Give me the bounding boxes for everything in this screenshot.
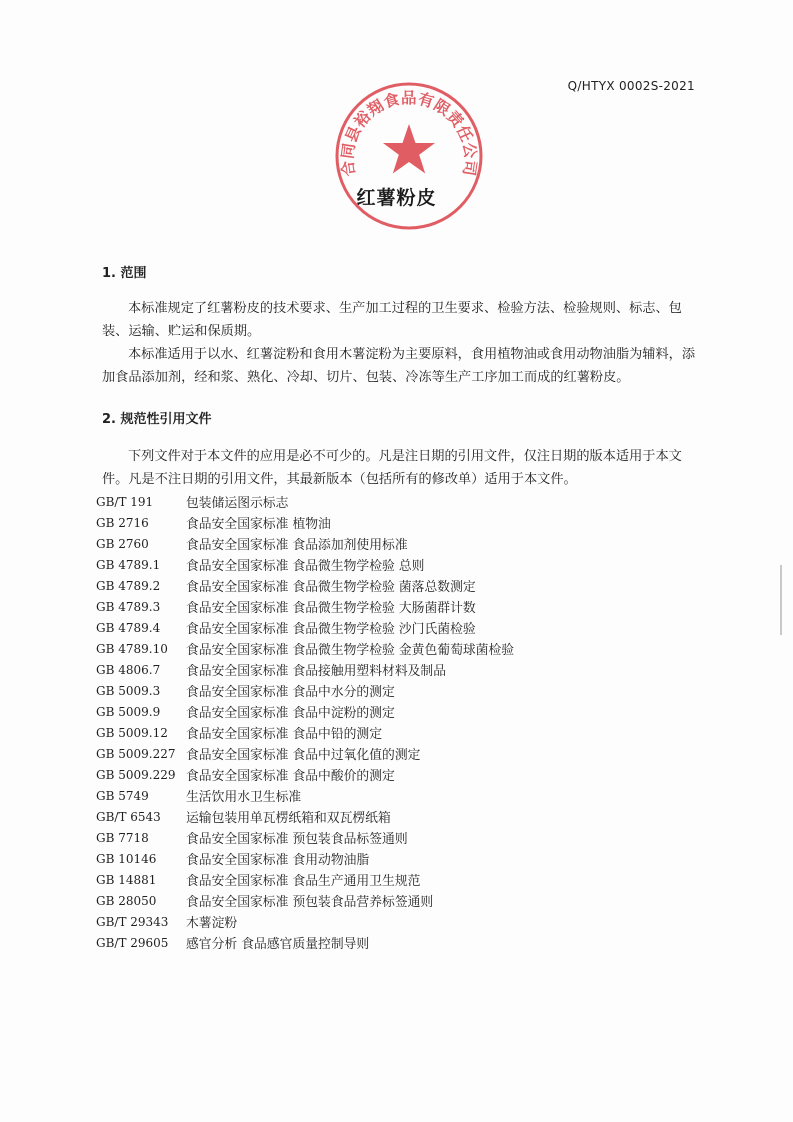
reference-name: 感官分析 食品感官质量控制导则: [186, 937, 370, 952]
reference-row: [96, 722, 514, 743]
reference-row: [96, 785, 514, 806]
reference-code: GB 4789.2: [96, 578, 161, 593]
reference-name: 食品安全国家标准 食品微生物学检验 菌落总数测定: [186, 580, 476, 595]
reference-list: [96, 491, 514, 953]
reference-code: GB/T 29605: [96, 935, 169, 950]
reference-row: [96, 743, 514, 764]
reference-name: 食品安全国家标准 食品生产通用卫生规范: [186, 874, 421, 889]
section-heading-scope: 1. 范围: [102, 266, 147, 281]
reference-name: 食品安全国家标准 食品接触用塑料材料及制品: [186, 664, 447, 679]
reference-code: GB 2760: [96, 536, 149, 551]
scan-edge-mark: [780, 565, 782, 635]
reference-code: GB 4806.7: [96, 662, 161, 677]
reference-name: 食品安全国家标准 食品中酸价的测定: [186, 769, 395, 784]
reference-row: [96, 596, 514, 617]
svg-text:合同县裕翔食品有限责任公司: 合同县裕翔食品有限责任公司: [338, 89, 480, 178]
reference-row: [96, 533, 514, 554]
reference-name: 食品安全国家标准 食品中淀粉的测定: [186, 706, 395, 721]
reference-code: GB 4789.4: [96, 620, 161, 635]
reference-name: 食品安全国家标准 食品中水分的测定: [186, 685, 395, 700]
reference-code: GB 5009.227: [96, 746, 176, 761]
reference-row: [96, 491, 514, 512]
reference-row: [96, 638, 514, 659]
document-title: 红薯粉皮: [356, 187, 437, 209]
reference-row: [96, 890, 514, 911]
reference-name: 食品安全国家标准 食品微生物学检验 大肠菌群计数: [186, 601, 476, 616]
reference-code: GB/T 29343: [96, 914, 169, 929]
reference-row: [96, 512, 514, 533]
reference-row: [96, 701, 514, 722]
reference-code: GB 14881: [96, 872, 157, 887]
reference-code: GB/T 6543: [96, 809, 161, 824]
reference-name: 食品安全国家标准 食品中铅的测定: [186, 727, 383, 742]
reference-name: 包装储运图示标志: [186, 496, 289, 511]
reference-row: [96, 659, 514, 680]
reference-code: GB 5009.9: [96, 704, 161, 719]
reference-code: GB 4789.3: [96, 599, 161, 614]
reference-row: [96, 911, 514, 932]
reference-row: [96, 806, 514, 827]
reference-name: 生活饮用水卫生标准: [186, 790, 302, 805]
reference-name: 木薯淀粉: [186, 916, 238, 931]
scope-paragraph-1: 本标准规定了红薯粉皮的技术要求、生产加工过程的卫生要求、检验方法、检验规则、标志、包装、运输、贮运和保质期。: [102, 301, 682, 339]
seal-star-icon: [383, 124, 435, 174]
reference-code: GB 10146: [96, 851, 157, 866]
reference-code: GB 5749: [96, 788, 149, 803]
reference-name: 食品安全国家标准 食品微生物学检验 金黄色葡萄球菌检验: [186, 643, 515, 658]
reference-code: GB 5009.3: [96, 683, 161, 698]
reference-name: 食品安全国家标准 食用动物油脂: [186, 853, 370, 868]
reference-name: 食品安全国家标准 植物油: [186, 517, 331, 532]
reference-row: [96, 932, 514, 953]
reference-code: GB/T 191: [96, 494, 154, 509]
section-heading-references: 2. 规范性引用文件: [102, 412, 212, 427]
reference-row: [96, 575, 514, 596]
reference-name: 食品安全国家标准 预包装食品营养标签通则: [186, 895, 434, 910]
reference-row: [96, 680, 514, 701]
reference-name: 食品安全国家标准 食品微生物学检验 总则: [186, 559, 425, 574]
reference-row: [96, 848, 514, 869]
reference-code: GB 7718: [96, 830, 149, 845]
reference-code: GB 4789.1: [96, 557, 161, 572]
references-intro-paragraph: 下列文件对于本文件的应用是必不可少的。凡是注日期的引用文件，仅注日期的版本适用于本文件。凡是不注日期的引用文件，其最新版本（包括所有的修改单）适用于本文件。: [102, 449, 682, 487]
reference-row: [96, 617, 514, 638]
reference-code: GB 5009.12: [96, 725, 168, 740]
reference-row: [96, 869, 514, 890]
scope-paragraph-2: 本标准适用于以水、红薯淀粉和食用木薯淀粉为主要原料，食用植物油或食用动物油脂为辅料，添加食品添加剂，经和浆、熟化、冷却、切片、包装、冷冻等生产工序加工而成的红薯粉皮。: [102, 347, 696, 385]
standard-number: Q/HTYX 0002S-2021: [567, 79, 695, 93]
reference-code: GB 2716: [96, 515, 149, 530]
reference-name: 食品安全国家标准 食品添加剂使用标准: [186, 538, 408, 553]
reference-row: [96, 827, 514, 848]
reference-name: 食品安全国家标准 预包装食品标签通则: [186, 832, 408, 847]
reference-name: 运输包装用单瓦楞纸箱和双瓦楞纸箱: [186, 811, 391, 826]
reference-row: [96, 764, 514, 785]
reference-code: GB 4789.10: [96, 641, 168, 656]
reference-row: [96, 554, 514, 575]
reference-code: GB 28050: [96, 893, 157, 908]
reference-name: 食品安全国家标准 食品微生物学检验 沙门氏菌检验: [186, 622, 476, 637]
reference-name: 食品安全国家标准 食品中过氧化值的测定: [186, 748, 421, 763]
reference-code: GB 5009.229: [96, 767, 176, 782]
